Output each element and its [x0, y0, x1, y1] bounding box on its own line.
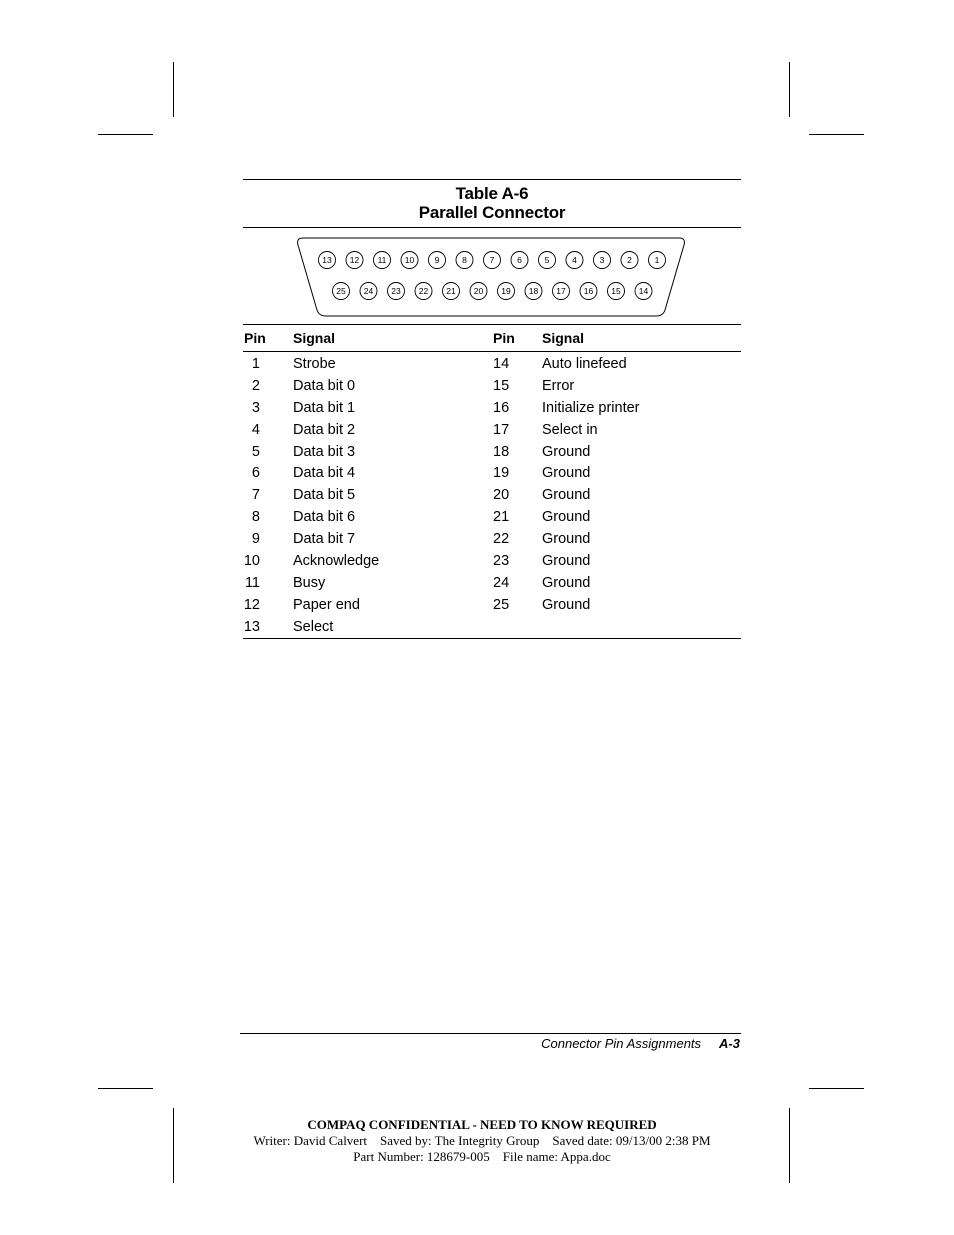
signal-cell: Ground: [542, 596, 591, 613]
pin-number-label: 21: [446, 286, 456, 296]
pin-cell: 25: [493, 596, 510, 613]
signal-cell: Select: [293, 618, 334, 635]
signal-cell: Data bit 0: [293, 377, 356, 394]
pin-number-label: 19: [501, 286, 511, 296]
signal-cell: Error: [542, 377, 575, 394]
table-row: [243, 484, 741, 506]
table-title-block: [243, 179, 741, 228]
pin-number-label: 8: [462, 255, 467, 265]
signal-cell: Ground: [542, 553, 591, 570]
signal-cell: Data bit 5: [293, 487, 356, 504]
pin-number-label: 3: [599, 255, 605, 265]
pin-cell: 20: [493, 487, 510, 504]
signal-cell: Data bit 7: [293, 531, 356, 548]
pin-number-label: 12: [349, 255, 360, 265]
table-row: [243, 419, 741, 441]
crop-mark: [98, 1088, 153, 1089]
pin-number-label: 22: [418, 286, 429, 296]
signal-cell: Data bit 2: [293, 421, 356, 438]
table-row: [243, 616, 741, 638]
pin-number-label: 16: [583, 286, 594, 296]
pin-cell: 10: [243, 553, 260, 570]
pin-number-label: 17: [556, 286, 566, 296]
pin-number-label: 25: [336, 286, 346, 296]
pin-number-label: 7: [489, 255, 495, 265]
pin-number-label: 15: [611, 286, 621, 296]
signal-cell: Ground: [542, 574, 591, 591]
signal-cell: Acknowledge: [293, 553, 380, 570]
crop-mark: [789, 62, 790, 117]
table-row: [243, 572, 741, 594]
signal-cell: Select in: [542, 421, 598, 438]
signal-cell: Ground: [542, 465, 591, 482]
pin-cell: 1: [251, 356, 260, 372]
footer-rule: [240, 1033, 741, 1034]
pin-cell: 23: [493, 553, 510, 570]
signal-cell: Data bit 1: [293, 399, 356, 416]
signal-cell: Initialize printer: [542, 399, 640, 416]
pin-cell: 11: [244, 574, 260, 591]
page-footer: [541, 1036, 740, 1051]
pin-cell: 8: [251, 509, 260, 526]
pin-cell: 16: [493, 399, 510, 416]
table-row: [243, 353, 741, 375]
pin-cell: 12: [243, 596, 260, 613]
table-row: [243, 462, 741, 484]
pin-cell: 18: [493, 443, 510, 460]
table-number: Table A-6: [455, 184, 529, 203]
table-title: Parallel Connector: [418, 203, 566, 222]
header-signal: Signal: [293, 330, 336, 346]
pin-cell: 24: [493, 574, 510, 591]
pin-number-label: 2: [627, 255, 632, 265]
signal-cell: Busy: [293, 574, 326, 591]
pin-cell: 7: [251, 487, 260, 504]
pin-cell: 9: [251, 531, 260, 548]
pin-cell: 19: [493, 465, 510, 482]
table-header: [243, 325, 741, 352]
pin-number-label: 14: [638, 286, 649, 296]
footer-section-title: Connector Pin Assignments: [541, 1036, 702, 1051]
pin-number-label: 18: [528, 286, 539, 296]
pin-number-label: 4: [572, 255, 577, 265]
signal-cell: Ground: [542, 487, 591, 504]
pin-cell: 21: [493, 509, 510, 526]
pin-number-label: 23: [391, 286, 401, 296]
pin-cell: 15: [493, 377, 510, 394]
part-number-info: Part Number: 128679-005 File name: Appa.doc: [353, 1149, 611, 1164]
pin-cell: 2: [251, 377, 260, 394]
signal-cell: Strobe: [293, 356, 336, 372]
pin-cell: 14: [493, 356, 510, 372]
pin-cell: 6: [251, 465, 260, 482]
pin-table: [243, 324, 741, 639]
signal-cell: Ground: [542, 509, 591, 526]
table-row: [243, 506, 741, 528]
header-pin-2: Pin: [493, 330, 515, 346]
table-row: [243, 397, 741, 419]
writer-info: Writer: David Calvert Saved by: The Integrity Group Saved date: 09/13/00 2:38 PM: [253, 1133, 711, 1148]
pin-number-label: 6: [517, 255, 522, 265]
crop-mark: [98, 134, 153, 135]
db25-connector-diagram: [243, 230, 741, 322]
header-pin: Pin: [244, 330, 266, 346]
pin-cell: 13: [243, 618, 260, 635]
signal-cell: Ground: [542, 531, 591, 548]
crop-mark: [809, 1088, 864, 1089]
signal-cell: Data bit 6: [293, 509, 356, 526]
table-row: [243, 528, 741, 550]
pin-cell: 22: [493, 531, 510, 548]
crop-mark: [809, 134, 864, 135]
pin-number-label: 9: [434, 255, 440, 265]
signal-cell: Data bit 3: [293, 443, 356, 460]
pin-number-label: 11: [377, 255, 387, 265]
signal-cell: Paper end: [293, 596, 360, 613]
signal-cell: Ground: [542, 443, 591, 460]
header-signal-2: Signal: [542, 330, 585, 346]
pin-number-label: 24: [363, 286, 374, 296]
pin-number-label: 20: [473, 286, 484, 296]
table-row: [243, 550, 741, 572]
pin-number-label: 13: [322, 255, 332, 265]
table-row: [243, 441, 741, 463]
pin-cell: 17: [493, 421, 510, 438]
pin-cell: 4: [251, 421, 260, 438]
pin-number-label: 1: [654, 255, 660, 265]
pin-cell: 3: [251, 399, 260, 416]
table-body: [243, 352, 741, 639]
signal-cell: Auto linefeed: [542, 356, 627, 372]
table-row: [243, 594, 741, 616]
pin-cell: 5: [251, 443, 260, 460]
page-number: A-3: [719, 1036, 740, 1051]
pin-number-label: 5: [544, 255, 550, 265]
confidential-notice: COMPAQ CONFIDENTIAL - NEED TO KNOW REQUIRED: [307, 1117, 657, 1132]
crop-mark: [173, 62, 174, 117]
connector-shell: [298, 238, 685, 316]
table-row: [243, 375, 741, 397]
signal-cell: Data bit 4: [293, 465, 356, 482]
pin-number-label: 10: [404, 255, 415, 265]
